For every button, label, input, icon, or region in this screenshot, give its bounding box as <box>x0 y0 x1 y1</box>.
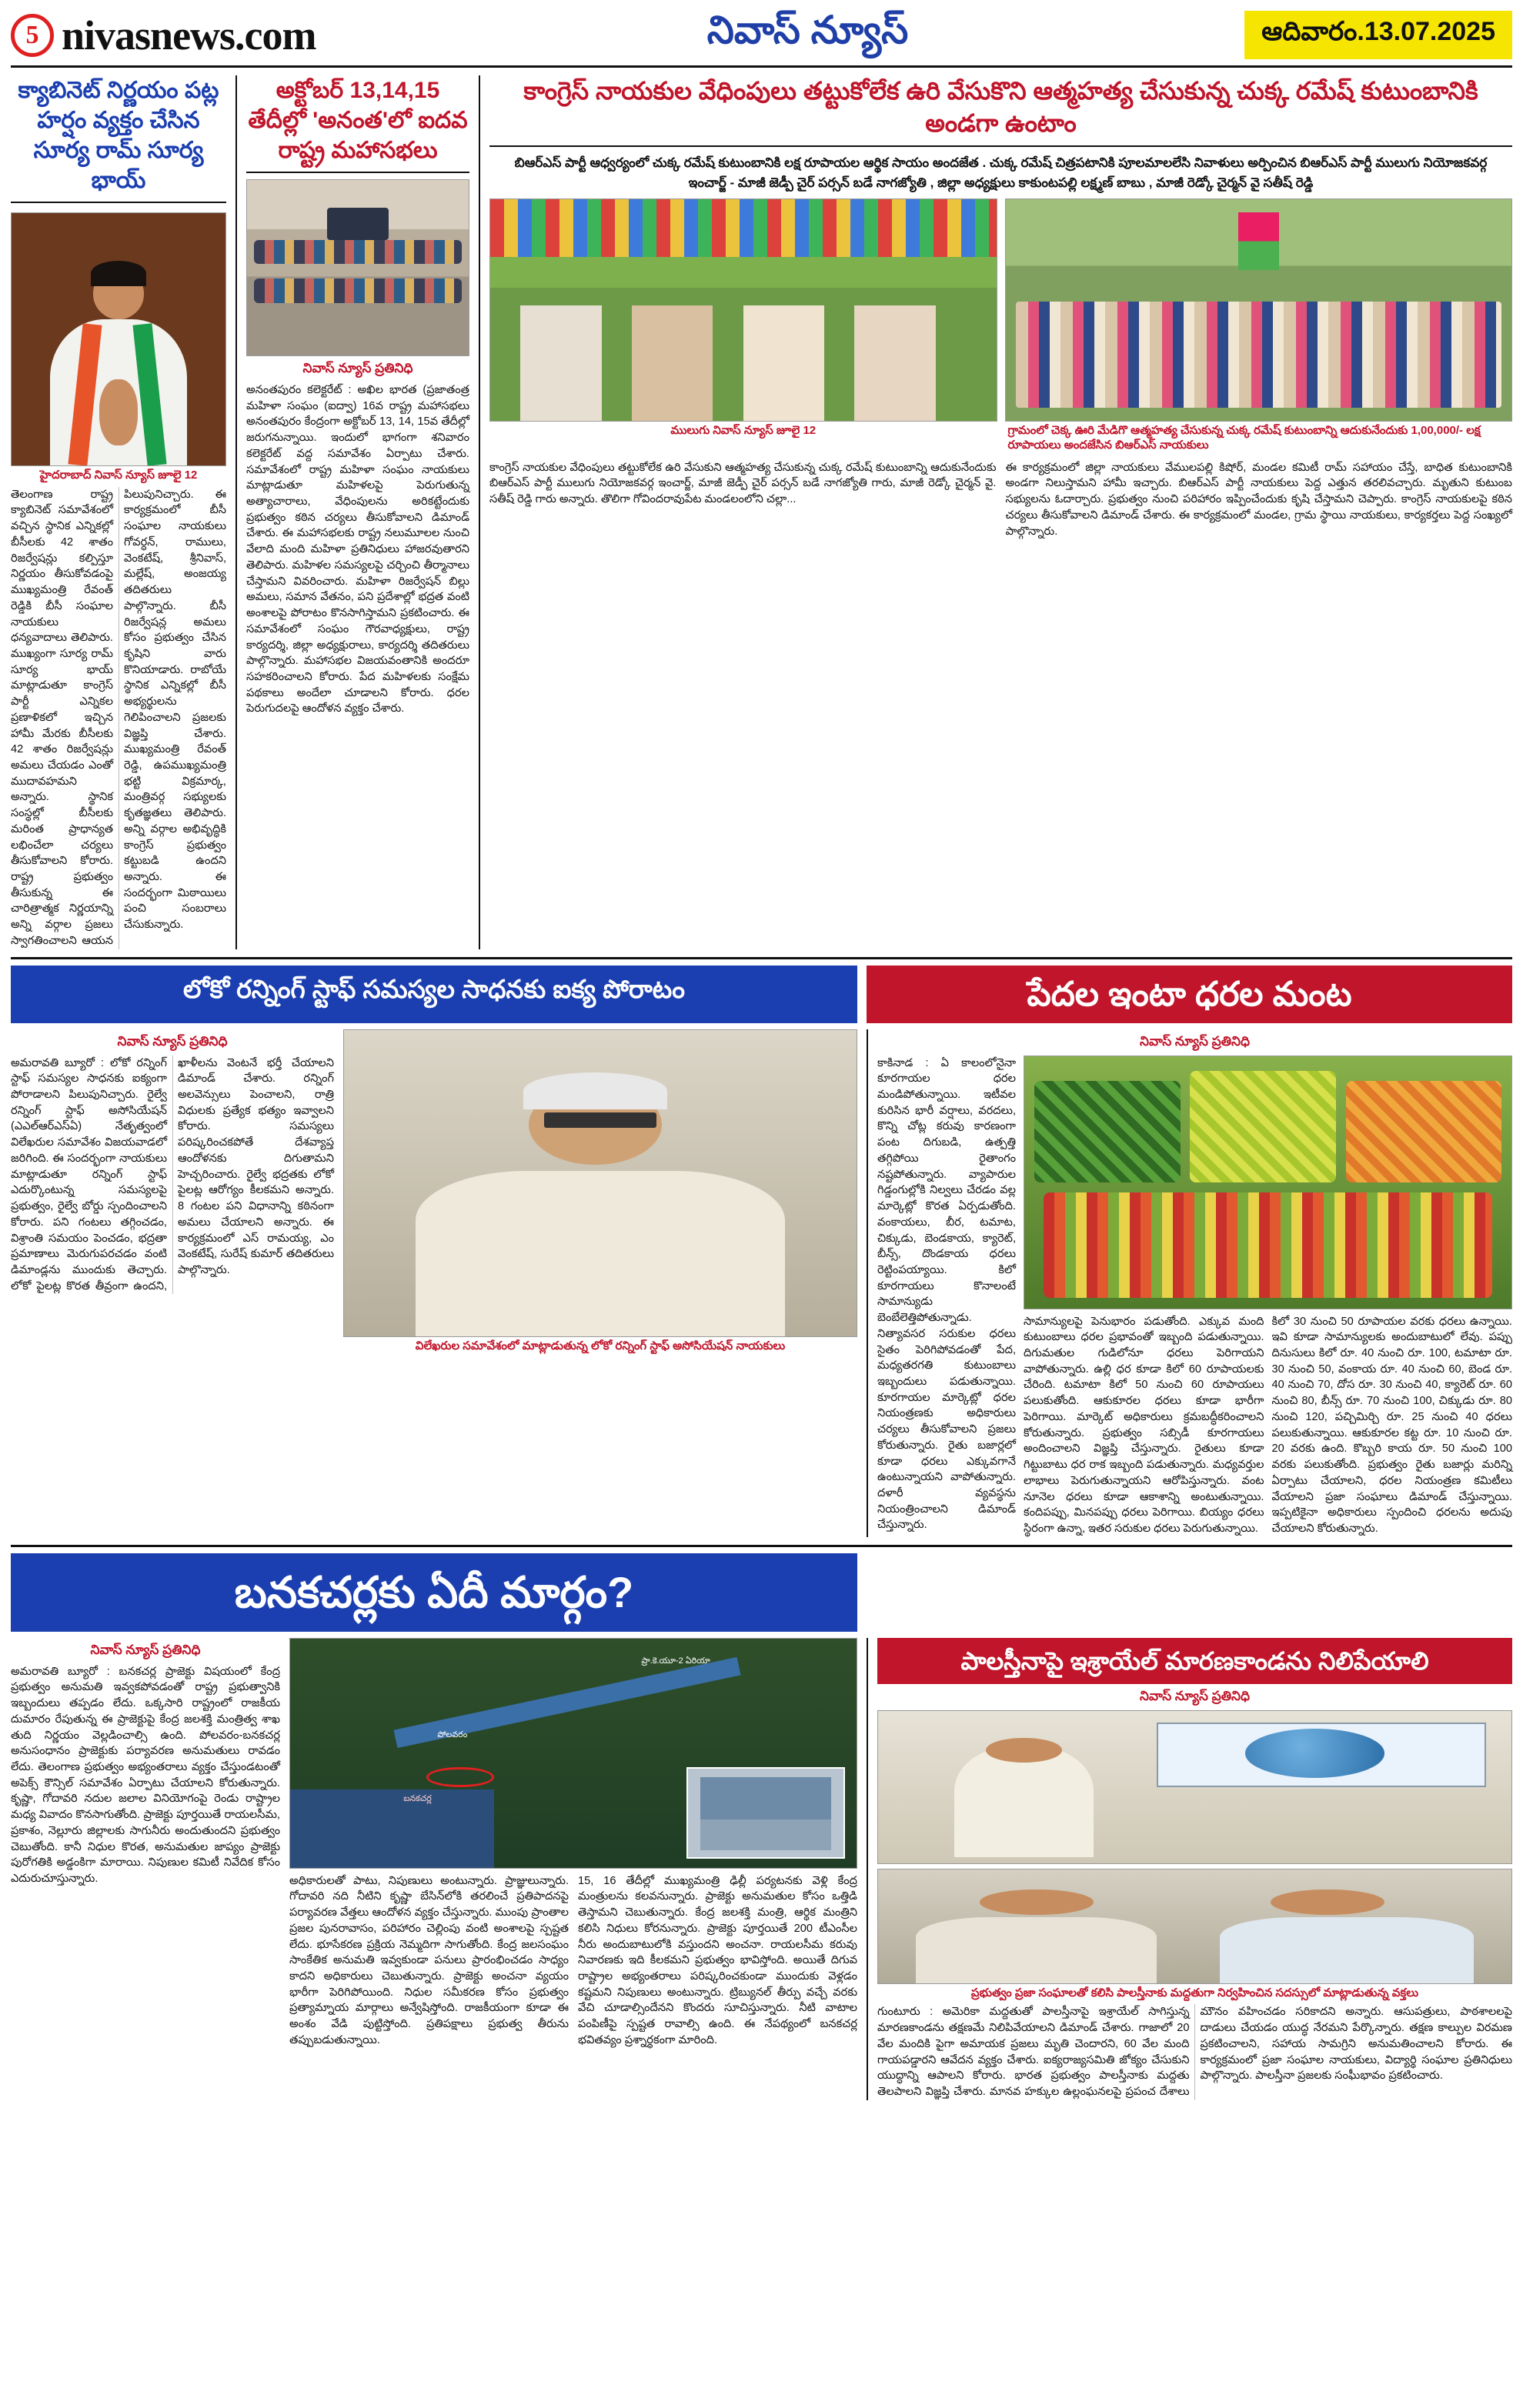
story6-map-photo <box>289 1638 857 1869</box>
map-label-0: ప్రా.కె.యూ-2 ఏరియా <box>641 1656 710 1666</box>
story5-body-col1: కాకినాడ : ఏ కాలంలోనైనా కూరగాయల ధరల మండిపోతున్నాయి. ఇటీవల కురిసిన భారీ వర్షాలు, వరదలు, కొన్ని చోట్ల కరువు కారణంగా పంట దిగుబడి, ఉత్పత్తి తగ్గిపోయి రైతాంగం నష్టపోతున్నారు. వ్యాపారుల గిడ్డంగుల్లోకి నిల్వలు చేరడం వల్ల మార్కెట్లో కొరత ఏర్పడుతోంది. వంకాయలు, బీర, టమాట, చిక్కుడు, బెండకాయ, క్యారెట్, బీన్స్, దొండకాయ ధరలు రెట్టింపయ్యాయి. కిలో కూరగాయలు కొనాలంటే సామాన్యుడు బెంబేలెత్తిపోతున్నాడు. నిత్యావసర సరుకుల ధరలు సైతం పెరిగిపోవడంతో పేద, మధ్యతరగతి కుటుంబాలు ఇబ్బందులు పడుతున్నాయి. కూరగాయల మార్కెట్లో ధరల నియంత్రణకు అధికారులు చర్యలు తీసుకోవాలని ప్రజలు కోరుతున్నారు. రైతు బజార్లలో కూడా ధరలు ఎక్కువగానే ఉంటున్నాయని వాపోతున్నారు. దళారీ వ్యవస్థను నియంత్రించాలని డిమాండ్ చేస్తున్నారు. <box>877 1056 1016 1532</box>
story3-subhead: బిఆర్ఎస్ పార్టీ ఆధ్వర్యంలో చుక్క రమేష్ కుటుంబానికి లక్ష రూపాయల ఆర్థిక సాయం అందజేత . చుక్క రమేష్ చిత్రపటానికి పూలమాలలేసి నివాళులు అర్పించిన బిఆర్ఎస్ పార్టీ ములుగు నియోజకవర్గ ఇంచార్జ్ - మాజీ జెడ్పీ చైర్ పర్సన్ బడే నాగజ్యోతి , జిల్లా అధ్యక్షులు కాకుంటపల్లి లక్ష్మణ్ బాబు , మాజీ రెడ్కో చైర్మన్ వై సతీష్ రెడ్డి <box>514 155 1488 190</box>
mid-row <box>11 1029 1512 1537</box>
map-label-2: బనకచర్ల <box>403 1794 432 1804</box>
story4-photo-caption: విలేఖరుల సమావేశంలో మాట్లాడుతున్న లోకో రన్నింగ్ స్టాఫ్ అసోసియేషన్ నాయకులు <box>415 1339 786 1352</box>
story1-body: తెలంగాణ రాష్ట్ర క్యాబినెట్ సమావేశంలో వచ్చిన స్థానిక ఎన్నికల్లో బీసీలకు 42 శాతం రిజర్వేషన్లు కల్పిస్తూ నిర్ణయం తీసుకోవడంపై ముఖ్యమంత్రి రేవంత్ రెడ్డికి బీసీ సంఘాల నాయకులు ధన్యవాదాలు తెలిపారు. ముఖ్యంగా సూర్య రామ్ సూర్య భాయ్ మాట్లాడుతూ కాంగ్రెస్ పార్టీ ఎన్నికల ప్రణాళికలో ఇచ్చిన హామీ మేరకు బీసీలకు 42 శాతం రిజర్వేషన్లు అమలు చేయడం ఎంతో ముదావహమని అన్నారు. స్థానిక సంస్థల్లో బీసీలకు మరింత ప్రాధాన్యత లభించేలా చర్యలు తీసుకోవాలని కోరారు. రాష్ట్ర ప్రభుత్వం తీసుకున్న ఈ చారిత్రాత్మక నిర్ణయాన్ని అన్ని వర్గాల ప్రజలు స్వాగతించాలని ఆయన పిలుపునిచ్చారు. ఈ కార్యక్రమంలో బీసీ సంఘాల నాయకులు గోవర్ధన్, రాములు, వెంకటేష్, శ్రీనివాస్, మల్లేష్, అంజయ్య తదితరులు పాల్గొన్నారు. బీసీ రిజర్వేషన్ల అమలు కోసం ప్రభుత్వం చేసిన కృషిని వారు కొనియాడారు. రాబోయే స్థానిక ఎన్నికల్లో బీసీ అభ్యర్థులను గెలిపించాలని ప్రజలకు విజ్ఞప్తి చేశారు. ముఖ్యమంత్రి రేవంత్ రెడ్డి, ఉపముఖ్యమంత్రి భట్టి విక్రమార్క, మంత్రివర్గ సభ్యులకు కృతజ్ఞతలు తెలిపారు. అన్ని వర్గాల అభివృద్ధికి కాంగ్రెస్ ప్రభుత్వం కట్టుబడి ఉందని అన్నారు. ఈ సందర్భంగా మిఠాయిలు పంచి సంబరాలు చేసుకున్నారు. <box>11 488 226 947</box>
story4-photo <box>343 1029 857 1337</box>
story6-byline: నివాస్ న్యూస్ ప్రతినిధి <box>90 1642 201 1657</box>
bottom-band-row <box>11 1553 1512 1632</box>
story3-caption-right: గ్రామంలో చెక్క ఊరి మేడిగొ ఆత్మహత్య చేసుకున్న చుక్క రమేష్ కుటుంబాన్ని ఆదుకునేందుకు 1,00,000/- లక్ష రూపాయలు అందజేసిన బిఆర్ఎస్ నాయకులు <box>1007 424 1481 452</box>
story-brs-support <box>489 75 1512 949</box>
story7-photo-caption: ప్రభుత్వం ప్రజా సంఘాలతో కలిసి పాలస్తీనాకు మద్దతుగా నిర్వహించిన సదస్సులో మాట్లాడుతున్న వక్తలు <box>970 1986 1419 1999</box>
story4-body: అమరావతి బ్యూరో : లోకో రన్నింగ్ స్టాఫ్ సమస్యల సాధనకు ఐక్యంగా పోరాడాలని పిలుపునిచ్చారు. రైల్వే రన్నింగ్ స్టాఫ్ అసోసియేషన్ (ఎఎల్ఆర్ఎస్ఏ) నేతృత్వంలో విలేఖరుల సమావేశం విజయవాడలో జరిగింది. ఈ సందర్భంగా నాయకులు మాట్లాడుతూ రన్నింగ్ స్టాఫ్ ఎదుర్కొంటున్న సమస్యలపై ప్రభుత్వం, రైల్వే బోర్డు స్పందించాలని కోరారు. పని గంటలు తగ్గించడం, విశ్రాంతి సమయం పెంచడం, భద్రతా ప్రమాణాలు మెరుగుపరచడం వంటి డిమాండ్లను ముందుకు తెచ్చారు. లోకో పైలట్ల కొరత తీవ్రంగా ఉందని, ఖాళీలను వెంటనే భర్తీ చేయాలని డిమాండ్ చేశారు. రన్నింగ్ అలవెన్సులు పెంచాలని, రాత్రి విధులకు ప్రత్యేక భత్యం ఇవ్వాలని కోరారు. సమస్యలు పరిష్కరించకపోతే దేశవ్యాప్త ఆందోళనకు దిగుతామని హెచ్చరించారు. రైల్వే భద్రతకు లోకో పైలట్ల ఆరోగ్యం కీలకమని అన్నారు. 8 గంటల పని విధానాన్ని కఠినంగా అమలు చేయాలని అన్నారు. ఈ కార్యక్రమంలో ఎస్ రామయ్య, ఎం వెంకటేష్, సురేష్ కుమార్ తదితరులు పాల్గొన్నారు. <box>11 1056 334 1292</box>
story5-banner: పేదల ఇంటా ధరల మంట <box>867 966 1512 1023</box>
story-mahasabha <box>246 75 469 949</box>
story3-photo-right <box>1005 198 1513 422</box>
story5-body-col2: సామాన్యులపై పెనుభారం పడుతోంది. ఎక్కువ మంది కుటుంబాలు ధరల ప్రభావంతో ఇబ్బంది పడుతున్నాయి. దిగుమతుల గుడిలోనూ ధరలు పెరిగాయని వాపోతున్నారు. ఉల్లి ధర కూడా కిలో 60 రూపాయలకు చేరింది. టమాటా కిలో 50 నుంచి 60 రూపాయలు పలుకుతోంది. ఆకుకూరల ధరలు కూడా భారీగా పెరిగాయి. మార్కెట్ అధికారులు క్రమబద్ధీకరించాలని కోరుతున్నారు. ప్రభుత్వం సబ్సిడీ కూరగాయలు అందించాలని విజ్ఞప్తి చేస్తున్నారు. రైతులు కూడా గిట్టుబాటు ధర రాక ఇబ్బంది పడుతున్నారు. మధ్యవర్తుల లాభాలు పెరుగుతున్నాయని ఆరోపిస్తున్నారు. వంట నూనెల ధరలు కూడా ఆకాశాన్ని అంటుతున్నాయి. కందిపప్పు, మినపప్పు ధరలు పెరిగాయి. బియ్యం ధరలు స్థిరంగా ఉన్నా, ఇతర సరుకుల ధరలు పెరుగుతున్నాయి. <box>1024 1315 1264 1535</box>
top-row <box>11 75 1512 949</box>
story6-banner: బనకచర్లకు ఏదీ మార్గం? <box>11 1553 857 1632</box>
story7-photo-top <box>877 1710 1512 1864</box>
story1-photo <box>11 212 226 466</box>
story1-photo-caption: హైదరాబాద్ నివాస్ న్యూస్ జూలై 12 <box>39 469 198 482</box>
story5-byline: నివాస్ న్యూస్ ప్రతినిధి <box>1140 1033 1250 1049</box>
story4-byline: నివాస్ న్యూస్ ప్రతినిధి <box>117 1033 228 1049</box>
story6-body-col1: అమరావతి బ్యూరో : బనకచర్ల ప్రాజెక్టు విషయంలో కేంద్ర ప్రభుత్వం అనుమతి ఇవ్వకపోవడంతో రాష్ట్ర ప్రభుత్వానికి ఇబ్బందులు తప్పడం లేదు. ఒక్కసారి రాష్ట్రంలో రాజకీయ దుమారం రేపుతున్న ఈ ప్రాజెక్టుపై కేంద్ర జలశక్తి మంత్రిత్వ శాఖ తుది నిర్ణయం వెల్లడించాల్సి ఉంది. పోలవరం-బనకచర్ల అనుసంధానం ప్రాజెక్టుకు పర్యావరణ అనుమతులు రావడం లేదు. తెలంగాణ ప్రభుత్వం అభ్యంతరాలు వ్యక్తం చేస్తుండటంతో అపెక్స్ కౌన్సిల్ సమావేశం ఏర్పాటు చేయాలని కోరుతున్నారు. కృష్ణా, గోదావరి నదుల జలాల వినియోగంపై రెండు రాష్ట్రాల మధ్య వివాదం కొనసాగుతోంది. ప్రాజెక్టు పూర్తయితే రాయలసీమ, ప్రకాశం, నెల్లూరు జిల్లాలకు సాగునీరు అందుతుందని ప్రభుత్వం చెబుతోంది. కానీ నిధుల కొరత, అనుమతుల జాప్యం ప్రాజెక్టు పురోగతికి అడ్డంకిగా మారాయి. నిపుణుల కమిటీ నివేదిక కోసం ఎదురుచూస్తున్నారు. <box>11 1665 280 1885</box>
story-palestine <box>877 1638 1512 2100</box>
masthead-brand <box>11 8 488 62</box>
story6-body-col3: 15, 16 తేదీల్లో ముఖ్యమంత్రి ఢిల్లీ పర్యటనకు వెళ్లి కేంద్ర మంత్రులను కలవనున్నారు. ప్రాజెక్టు అనుమతుల కోసం ఒత్తిడి తెస్తామని చెబుతున్నారు. కేంద్ర జలశక్తి మంత్రి, ఆర్థిక మంత్రిని కలిసి నిధులు కోరనున్నారు. ప్రాజెక్టు పూర్తయితే 200 టీఎంసీల నీరు అందుబాటులోకి వస్తుందని అంచనా. రాయలసీమ కరువు నివారణకు ఇది కీలకమని ప్రభుత్వం భావిస్తోంది. అయితే దిగువ రాష్ట్రాల అభ్యంతరాలు పరిష్కరించకుండా ముందుకు వెళ్లడం కష్టమని నిపుణులు అంటున్నారు. ట్రిబ్యునల్ తీర్పు వచ్చే వరకు వేచి చూడాల్సిందేనని కొందరు సూచిస్తున్నారు. నీటి వాటాల పంపిణీపై స్పష్టత రావాల్సి ఉంది. ఈ నేపథ్యంలో బనకచర్ల భవితవ్యం ప్రశ్నార్థకంగా మారింది. <box>578 1874 857 2046</box>
story-banakacherla <box>11 1638 857 2100</box>
paper-title: నివాస్ న్యూస్ <box>706 8 909 52</box>
bottom-row <box>11 1638 1512 2100</box>
masthead-date-wrap <box>1127 8 1512 62</box>
story3-body-left: కాంగ్రెస్ నాయకుల వేధింపులు తట్టుకోలేక ఉరి వేసుకుని ఆత్మహత్య చేసుకున్న చుక్క రమేష్ కుటుంబాన్ని ఆదుకునేందుకు బిఆర్ఎస్ పార్టీ ములుగు నియోజకవర్గ ఇంచార్జ్, మాజీ జెడ్పీ చైర్ పర్సన్ బడే నాగజ్యోతి గారు, మాజీ రెడ్కో చైర్మన్ వై. సతీష్ రెడ్డి గారు అన్నారు. తొలిగా గోవిందరావుపేట మండలంలోని చల్లా... <box>489 461 997 506</box>
story7-byline: నివాస్ న్యూస్ ప్రతినిధి <box>1140 1688 1250 1703</box>
story3-caption-left: ములుగు నివాస్ న్యూస్ జూలై 12 <box>670 424 817 438</box>
map-label-1: పోలవరం <box>437 1729 468 1739</box>
story7-photo-bottom <box>877 1869 1512 1984</box>
logo-icon: 5 <box>11 14 54 57</box>
story4-banner: లోకో రన్నింగ్ స్టాఫ్ సమస్యల సాధనకు ఐక్య పోరాటం <box>11 966 857 1023</box>
story-loco <box>11 1029 857 1537</box>
story-prices <box>877 1029 1512 1537</box>
story2-body: అనంతపురం కలెక్టరేట్ : అఖిల భారత (ప్రజాతంత్ర మహిళా సంఘం (ఐద్వా) 16వ రాష్ట్ర మహాసభలు అనంతపురం కేంద్రంగా అక్టోబర్ 13, 14, 15వ తేదీల్లో జరుగనున్నాయి. ఇందులో భాగంగా శనివారం కలెక్టరేట్ వద్ద సమావేశం ఏర్పాటు చేశారు. సమావేశంలో రాష్ట్ర మహిళా సంఘం నాయకులు మాట్లాడుతూ మహిళలపై పెరుగుతున్న అత్యాచారాలు, వేధింపులను అరికట్టేందుకు ప్రభుత్వం కఠిన చర్యలు తీసుకోవాలని డిమాండ్ చేశారు. ఈ మహాసభలకు రాష్ట్ర నలుమూలల నుంచి వేలాది మంది మహిళా ప్రతినిధులు హాజరవుతారని తెలిపారు. మహిళల సమస్యలపై చర్చించి తీర్మానాలు చేస్తామని వివరించారు. మహిళా రిజర్వేషన్ బిల్లు అమలు, సమాన వేతనం, పని ప్రదేశాల్లో భద్రత వంటి అంశాలపై పోరాటం కొనసాగిస్తామని ప్రకటించారు. ఈ సమావేశంలో సంఘం గౌరవాధ్యక్షులు, రాష్ట్ర కార్యదర్శి, జిల్లా అధ్యక్షురాలు, కార్యదర్శి తదితరులు పాల్గొన్నారు. మహాసభల విజయవంతానికి అందరూ సహకరించాలని కోరారు. పేద మహిళలకు సంక్షేమ పథకాలు అందేలా చూడాలని కోరారు. ధరల పెరుగుదలపై ఆందోళన వ్యక్తం చేశారు. <box>246 384 469 715</box>
story3-headline: కాంగ్రెస్ నాయకుల వేధింపులు తట్టుకోలేక ఉరి వేసుకొని ఆత్మహత్య చేసుకున్న చుక్క రమేష్ కుటుంబానికి అండగా ఉంటాం <box>523 77 1478 137</box>
story6-body-col2: అధికారులతో పాటు, నిపుణులు అంటున్నారు. ప్రాజ్ఞులున్నారు. గోదావరి నది నీటిని కృష్ణా బేసిన్‌లోకి తరలించే ప్రతిపాదనపై పర్యావరణ వేత్తలు ఆందోళన వ్యక్తం చేస్తున్నారు. ముంపు ప్రాంతాల ప్రజల పునరావాసం, పరిహారం చెల్లింపు వంటి అంశాలపై స్పష్టత లేదు. భూసేకరణ ప్రక్రియ నెమ్మదిగా సాగుతోంది. కేంద్ర జలసంఘం సాంకేతిక అనుమతి ఇవ్వకుండా పనులు ప్రారంభించడం సాధ్యం కాదని అధికారులు చెబుతున్నారు. ప్రాజెక్టు అంచనా వ్యయం భారీగా పెరిగిపోయింది. నిధుల సమీకరణ కోసం ప్రభుత్వం ప్రత్యామ్నాయ మార్గాలు అన్వేషిస్తోంది. రాజకీయంగా కూడా ఈ అంశం వేడి పుట్టిస్తోంది. ప్రతిపక్షాలు ప్రభుత్వ తీరును తప్పుబడుతున్నాయి. <box>289 1874 569 2046</box>
story3-photo-left <box>489 198 997 422</box>
story1-headline: క్యాబినెట్ నిర్ణయం పట్ల హర్షం వ్యక్తం చేసిన సూర్య రామ్ సూర్య భాయ్ <box>18 78 219 193</box>
story5-photo <box>1024 1056 1512 1309</box>
story2-byline: నివాస్ న్యూస్ ప్రతినిధి <box>302 361 413 375</box>
publication-date: ఆదివారం.13.07.2025 <box>1244 11 1512 59</box>
story5-body-col3: కిలో 30 నుంచి 50 రూపాయల వరకు ధరలు ఉన్నాయి. ఇవి కూడా సామాన్యులకు అందుబాటులో లేవు. పప్పు దినుసులు కిలో రూ. 40 నుంచి రూ. 100, టమాటా రూ. 30 నుంచి 50, వంకాయ రూ. 40 నుంచి 60, బెండ రూ. 40 నుంచి 70, దోస రూ. 30 నుంచి 40, క్యారెట్ రూ. 60 నుంచి 80, బీన్స్ రూ. 70 నుంచి 100, చిక్కుడు రూ. 80 నుంచి 120, పచ్చిమిర్చి రూ. 25 నుంచి 40 ధరలు పలుకుతున్నాయి. ఆకుకూరల కట్ట రూ. 10 నుంచి రూ. 20 వరకు ఉంది. కొబ్బరి కాయ రూ. 50 నుంచి 100 వరకు పలుకుతోంది. ప్రభుత్వం రైతు బజార్లు మరిన్ని ఏర్పాటు చేయాలని, ధరల నియంత్రణ కమిటీలు వేయాలని ప్రజా సంఘాలు డిమాండ్ చేస్తున్నాయి. ఇప్పటికైనా అధికారులు స్పందించి ధరలను అదుపు చేయాలని కోరుతున్నారు. <box>1271 1315 1512 1535</box>
site-name[interactable]: nivasnews.com <box>62 12 316 58</box>
story7-body: గుంటూరు : అమెరికా మద్దతుతో పాలస్తీనాపై ఇశ్రాయేల్ సాగిస్తున్న మారణకాండను తక్షణమే నిలిపివేయాలని డిమాండ్ చేశారు. గాజాలో 20 వేల మందికి పైగా అమాయక ప్రజలు మృతి చెందారని, 60 వేల మంది గాయపడ్డారని ఆవేదన వ్యక్తం చేశారు. ఐక్యరాజ్యసమితి జోక్యం చేసుకుని యుద్ధాన్ని ఆపాలని కోరారు. భారత ప్రభుత్వం పాలస్తీనాకు మద్దతు తెలపాలని విజ్ఞప్తి చేశారు. మానవ హక్కుల ఉల్లంఘనలపై ప్రపంచ దేశాలు మౌనం వహించడం సరికాదని అన్నారు. ఆసుపత్రులు, పాఠశాలలపై దాడులు చేయడం యుద్ధ నేరమని పేర్కొన్నారు. తక్షణ కాల్పుల విరమణ ప్రకటించాలని, సహాయ సామగ్రిని అనుమతించాలని కోరారు. ఈ కార్యక్రమంలో ప్రజా సంఘాల నాయకులు, విద్యార్థి సంఘాల ప్రతినిధులు పాల్గొన్నారు. పాలస్తీనా ప్రజలకు సంఘీభావం ప్రకటించారు. <box>877 2006 1512 2098</box>
story2-photo <box>246 179 469 356</box>
story2-headline: అక్టోబర్ 13,14,15 తేదీల్లో 'అనంత'లో ఐదవ రాష్ట్ర మహాసభలు <box>248 78 468 163</box>
story-cabinet <box>11 75 226 949</box>
masthead-title-wrap <box>488 8 1127 62</box>
band-row <box>11 966 1512 1023</box>
masthead <box>11 8 1512 68</box>
story7-banner: పాలస్తీనాపై ఇశ్రాయేల్ మారణకాండను నిలిపేయాలి <box>877 1638 1512 1684</box>
story3-body-right: ఈ కార్యక్రమంలో జిల్లా నాయకులు వేములపల్లి కిషోర్, మండల కమిటీ రామ్ సహాయం చేస్తే, బాధిత కుటుంబానికి అండగా నిలుస్తామని హామీ ఇచ్చారు. బిఆర్ఎస్ పార్టీ నాయకులు పెద్ద ఎత్తున తరలివచ్చారు. మృతుని కుటుంబ సభ్యులను ఓదార్చారు. ప్రభుత్వం నుంచి పరిహారం ఇప్పించేందుకు కృషి చేస్తామని చెప్పారు. కాంగ్రెస్ నాయకులపై కఠిన చర్యలు తీసుకోవాలని డిమాండ్ చేశారు. ఈ కార్యక్రమంలో మండల, గ్రామ స్థాయి నాయకులు, కార్యకర్తలు పెద్ద సంఖ్యలో పాల్గొన్నారు. <box>1005 461 1512 538</box>
